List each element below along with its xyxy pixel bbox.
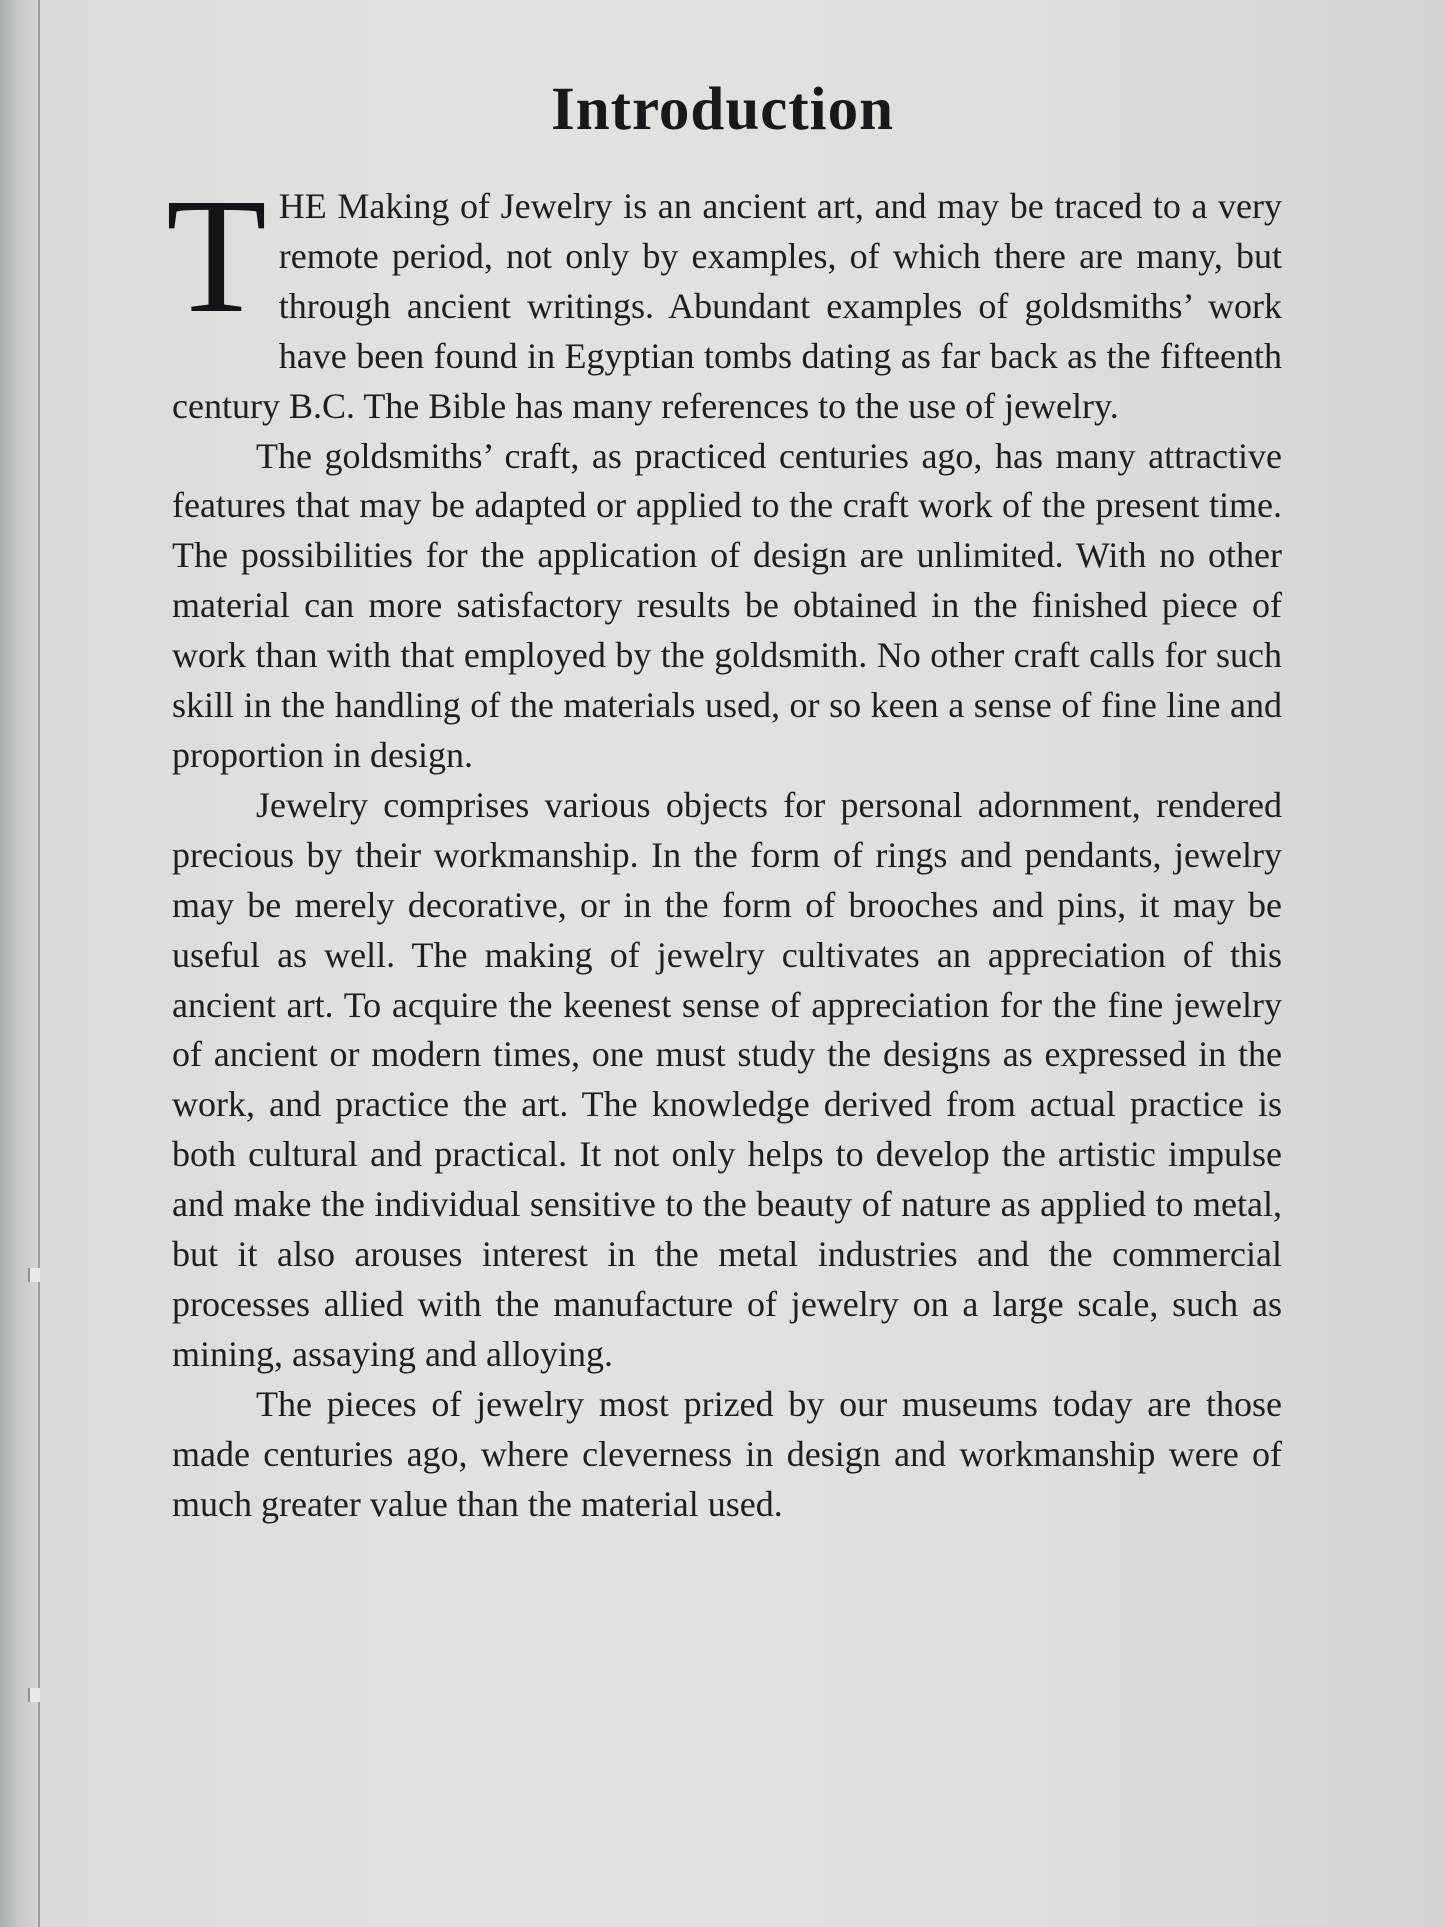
drop-cap-letter: T	[166, 164, 267, 347]
body-text	[166, 164, 1282, 1529]
intro-paragraph	[166, 164, 1282, 432]
page-edge-nick	[28, 1268, 40, 1282]
page-title: Introduction	[550, 76, 895, 143]
intro-paragraph-text: HE Making of Jewelry is an ancient art, and may be traced to a very remote period, not only by examples, of which there are many, but through ancient writings. Abundant examples of goldsmiths’ work have been found in Egyptian tombs dating as far back as the fifteenth century B.C. The Bible has many references to the use of jewelry.	[172, 186, 1282, 426]
paragraph-goldsmiths-craft: The goldsmiths’ craft, as practiced centuries ago, has many attractive features that may be adapted or applied to the craft work of the present time. The possibilities for the application of design are unlimited. With no other material can more satisfactory results be obtained in the finished piece of work than with that employed by the goldsmith. No other craft calls for such skill in the handling of the materials used, or so keen a sense of fine line and proportion in design.	[172, 435, 1282, 775]
paragraph-museum-pieces: The pieces of jewelry most prized by our museums today are those made centuries ago, where cleverness in design and workmanship were of much greater value than the material used.	[172, 1383, 1282, 1524]
book-spine-edge	[0, 0, 40, 1927]
paragraph-jewelry-comprises: Jewelry comprises various objects for personal adornment, rendered precious by their workmanship. In the form of rings and pendants, jewelry may be merely decorative, or in the form of brooches and pins, it may be useful as well. The making of jewelry cultivates an appreciation of this ancient art. To acquire the keenest sense of appreciation for the fine jewelry of ancient or modern times, one must study the designs as expressed in the work, and practice the art. The knowledge derived from actual practice is both cultural and practical. It not only helps to develop the artistic impulse and make the individual sensitive to the beauty of nature as applied to metal, but it also arouses interest in the metal industries and the commercial processes allied with the manufacture of jewelry on a large scale, such as mining, assaying and alloying.	[172, 784, 1282, 1374]
page-edge-nick	[28, 1688, 40, 1702]
